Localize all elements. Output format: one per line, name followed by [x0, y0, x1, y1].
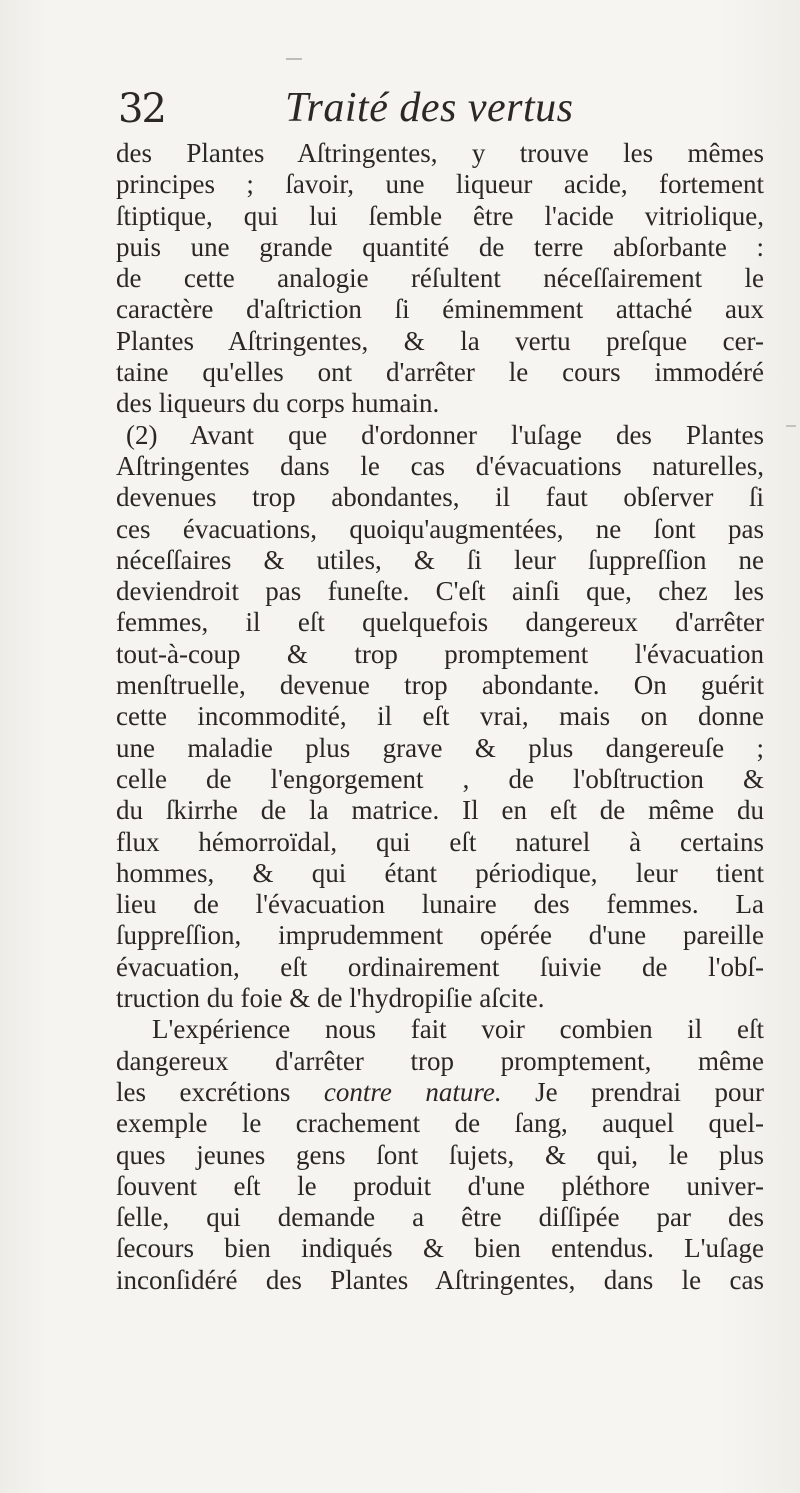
body-text — [116, 138, 764, 1296]
text-line: ques jeunes gens ſont ſujets, & qui, le plus — [116, 1139, 764, 1170]
page-mark — [286, 58, 302, 60]
text-line: des liqueurs du corps humain. — [116, 388, 440, 419]
text-line: ſuppreſſion, imprudemment opérée d'une pareille — [116, 920, 764, 951]
text-line: hommes, & qui étant périodique, leur tient — [116, 857, 764, 888]
text-line: les excrétions contre nature. Je prendrai pour — [116, 1076, 764, 1107]
text-line: puis une grande quantité de terre abſorbante : — [116, 231, 764, 262]
text-line: ſecours bien indiqués & bien entendus. L'uſage — [116, 1233, 764, 1264]
text-line: évacuation, eſt ordinairement ſuivie de l'obſ- — [116, 951, 764, 982]
text-line: du ſkirrhe de la matrice. Il en eſt de même du — [116, 795, 764, 826]
text-line: deviendroit pas funeſte. C'eſt ainſi que, chez les — [116, 576, 764, 607]
text-line: Aſtringentes dans le cas d'évacuations naturelles, — [116, 450, 764, 481]
text-line: dangereux d'arrêter trop promptement, même — [116, 1045, 764, 1076]
running-title: Traité des vertus — [285, 85, 574, 131]
text-line: femmes, il eſt quelquefois dangereux d'arrêter — [116, 607, 764, 638]
text-line: menſtruelle, devenue trop abondante. On guérit — [116, 670, 764, 701]
text-line: celle de l'engorgement , de l'obſtruction & — [116, 763, 764, 794]
text-line: ſelle, qui demande a être diſſipée par des — [116, 1202, 764, 1233]
page-number: 32 — [118, 86, 165, 132]
text-line: principes ; ſavoir, une liqueur acide, fortement — [116, 169, 764, 200]
text-line: flux hémorroïdal, qui eſt naturel à certains — [116, 826, 764, 857]
text-line: néceſſaires & utiles, & ſi leur ſuppreſſion ne — [116, 544, 764, 575]
text-line: lieu de l'évacuation lunaire des femmes. La — [116, 889, 764, 920]
text-line: de cette analogie réſultent néceſſairement le — [116, 263, 764, 294]
margin-mark — [786, 425, 796, 427]
text-line: exemple le crachement de ſang, auquel quel- — [116, 1108, 764, 1139]
text-line: ſtiptique, qui lui ſemble être l'acide vitriolique, — [116, 200, 764, 231]
text-line: inconſidéré des Plantes Aſtringentes, dans le cas — [116, 1264, 764, 1295]
text-line: devenues trop abondantes, il faut obſerver ſi — [116, 482, 764, 513]
page-header — [0, 84, 800, 144]
text-line: tout-à-coup & trop promptement l'évacuation — [116, 638, 764, 669]
text-line: des Plantes Aſtringentes, y trouve les mêmes — [116, 138, 764, 168]
text-line: une maladie plus grave & plus dangereuſe ; — [116, 732, 764, 763]
text-line: truction du foie & de l'hydropiſie aſcite. — [116, 983, 545, 1014]
text-line: ſouvent eſt le produit d'une pléthore univer- — [116, 1170, 764, 1201]
text-line: taine qu'elles ont d'arrêter le cours immodéré — [116, 357, 764, 388]
text-line: (2) Avant que d'ordonner l'uſage des Plantes — [126, 419, 764, 450]
text-line: cette incommodité, il eſt vrai, mais on donne — [116, 701, 764, 732]
text-line: ces évacuations, quoiqu'augmentées, ne ſont pas — [116, 513, 764, 544]
text-line: L'expérience nous fait voir combien il eſt — [152, 1014, 764, 1045]
text-line: caractère d'aſtriction ſi éminemment attaché aux — [116, 294, 764, 325]
text-line: Plantes Aſtringentes, & la vertu preſque cer- — [116, 325, 764, 356]
